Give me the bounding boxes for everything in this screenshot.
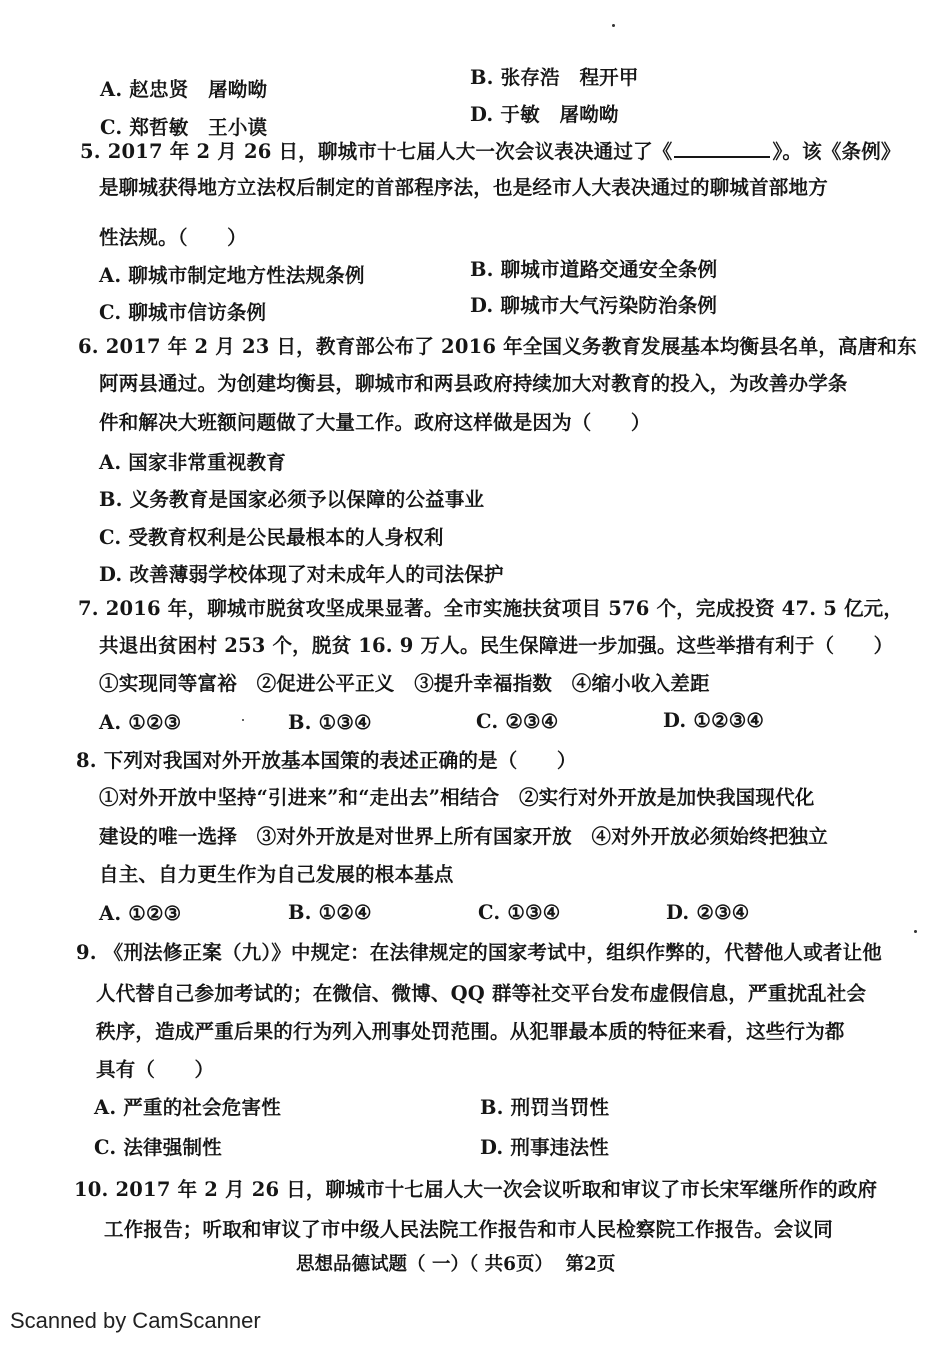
q6-stem-line-3: 件和解决大班额问题做了大量工作。政府这样做是因为（ ） [99, 411, 651, 434]
q5-stem-part-a: 5. 2017 年 2 月 26 日，聊城市十七届人大一次会议表决通过了《 [80, 140, 673, 163]
q4-option-b: B. 张存浩 程开甲 [470, 66, 639, 89]
q10-stem-line-2: 工作报告；听取和审议了市中级人民法院工作报告和市人民检察院工作报告。会议同 [104, 1218, 833, 1241]
q8-option-a: A. ①②③ [99, 902, 182, 925]
q4-option-d: D. 于敏 屠呦呦 [470, 103, 619, 126]
q7-stem-line-1: 7. 2016 年，聊城市脱贫攻坚成果显著。全市实施扶贫项目 576 个，完成投资 47. 5 亿元， [78, 597, 904, 620]
footer-page-number: 第2页 [565, 1254, 616, 1275]
q7-option-d: D. ①②③④ [663, 709, 765, 732]
q7-option-a: A. ①②③ [99, 711, 182, 734]
q8-option-b: B. ①②④ [288, 901, 372, 924]
q9-stem-line-3: 秩序，造成严重后果的行为列入刑事处罚范围。从犯罪最本质的特征来看，这些行为都 [96, 1020, 845, 1043]
q4-option-c: C. 郑哲敏 王小谟 [100, 116, 268, 139]
q7-option-b: B. ①③④ [288, 711, 372, 734]
scan-speck [242, 719, 244, 721]
q6-option-b: B. 义务教育是国家必须予以保障的公益事业 [99, 488, 485, 511]
q6-stem-line-1: 6. 2017 年 2 月 23 日，教育部公布了 2016 年全国义务教育发展基本均衡县名单，高唐和东 [78, 335, 917, 358]
q4-option-a: A. 赵忠贤 屠呦呦 [100, 78, 268, 101]
q5-stem-line-3: 性法规。（ ） [99, 226, 247, 249]
q7-choice-items: ①实现同等富裕 ②促进公平正义 ③提升幸福指数 ④缩小收入差距 [99, 672, 710, 695]
q8-stem-line-1: 8. 下列对我国对外开放基本国策的表述正确的是（ ） [76, 749, 577, 772]
q5-answer-blank [674, 138, 770, 158]
q6-option-d: D. 改善薄弱学校体现了对未成年人的司法保护 [99, 563, 504, 586]
q9-stem-line-4: 具有（ ） [96, 1058, 215, 1081]
scan-speck [914, 930, 917, 933]
scan-speck [612, 24, 615, 27]
q6-stem-line-2: 阿两县通过。为创建均衡县，聊城市和两县政府持续加大对教育的投入，为改善办学条 [99, 372, 848, 395]
q9-stem-line-1: 9. 《刑法修正案（九）》中规定：在法律规定的国家考试中，组织作弊的，代替他人或者让他 [76, 941, 882, 964]
q10-stem-line-1: 10. 2017 年 2 月 26 日，聊城市十七届人大一次会议听取和审议了市长宋军继所作的政府 [74, 1178, 878, 1201]
q5-stem-part-b: 》。该《条例》 [772, 140, 901, 163]
q5-option-a: A. 聊城市制定地方性法规条例 [99, 264, 365, 287]
q8-items-line-3: 自主、自力更生作为自己发展的根本基点 [99, 863, 454, 886]
footer-subject: 思想品德试题（ 一）（ 共6页） [296, 1254, 554, 1275]
q6-option-a: A. 国家非常重视教育 [99, 451, 286, 474]
q8-items-line-1: ①对外开放中坚持“引进来”和“走出去”相结合 ②实行对外开放是加快我国现代化 [99, 786, 815, 809]
q9-option-a: A. 严重的社会危害性 [94, 1096, 281, 1119]
q5-option-c: C. 聊城市信访条例 [99, 301, 267, 324]
scanner-watermark: Scanned by CamScanner [10, 1308, 261, 1333]
q5-option-d: D. 聊城市大气污染防治条例 [470, 294, 718, 317]
page-footer [296, 1250, 621, 1276]
q7-option-c: C. ②③④ [476, 710, 559, 733]
q5-stem-line-1 [80, 138, 901, 164]
q9-option-c: C. 法律强制性 [94, 1136, 222, 1159]
q9-stem-line-2: 人代替自己参加考试的；在微信、微博、QQ 群等社交平台发布虚假信息，严重扰乱社会 [96, 982, 867, 1005]
q8-option-d: D. ②③④ [666, 901, 750, 924]
q8-option-c: C. ①③④ [478, 901, 561, 924]
q7-stem-line-2: 共退出贫困村 253 个，脱贫 16. 9 万人。民生保障进一步加强。这些举措有利于（ ） [99, 634, 894, 657]
q8-items-line-2: 建设的唯一选择 ③对外开放是对世界上所有国家开放 ④对外开放必须始终把独立 [99, 825, 828, 848]
q9-option-b: B. 刑罚当罚性 [480, 1096, 610, 1119]
q6-option-c: C. 受教育权利是公民最根本的人身权利 [99, 526, 444, 549]
q5-stem-line-2: 是聊城获得地方立法权后制定的首部程序法，也是经市人大表决通过的聊城首部地方 [99, 176, 828, 199]
q9-option-d: D. 刑事违法性 [480, 1136, 609, 1159]
q5-option-b: B. 聊城市道路交通安全条例 [470, 258, 718, 281]
